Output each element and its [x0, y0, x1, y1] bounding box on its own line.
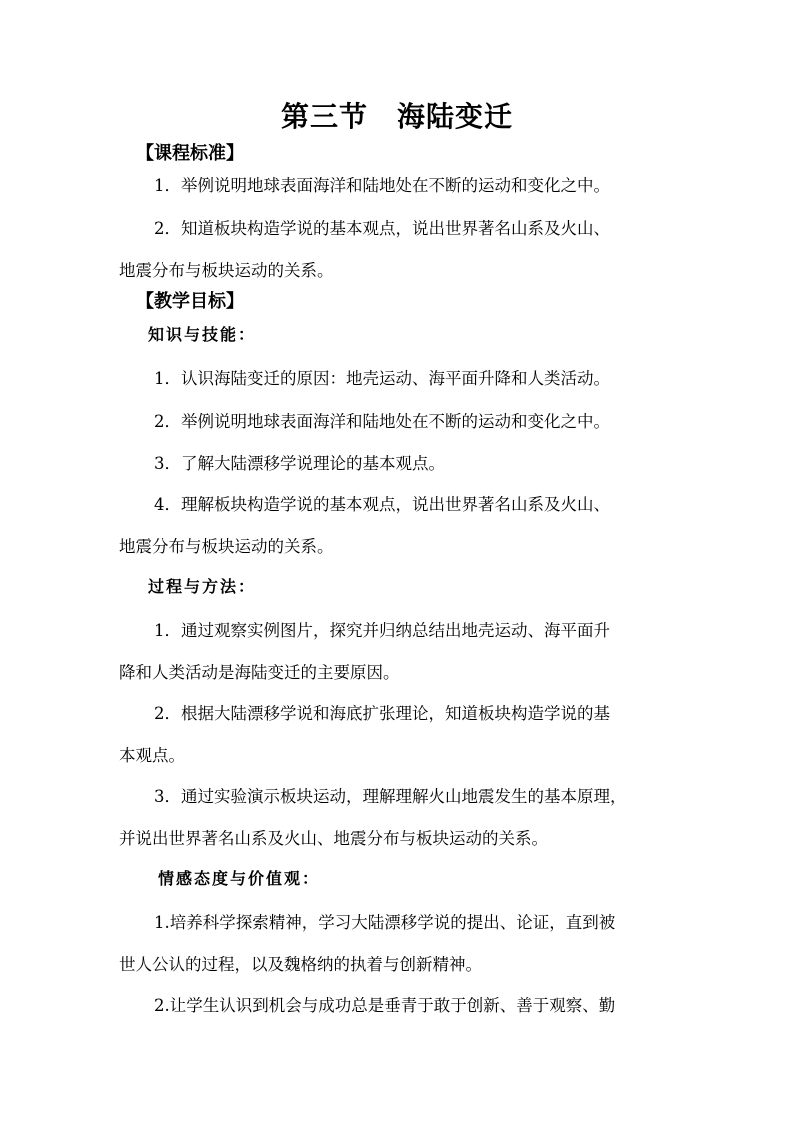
process-line-6: 并说出世界著名山系及火山、地震分布与板块运动的关系。 — [119, 829, 548, 848]
process-line-1: 1．通过观察实例图片，探究并归纳总结出地壳运动、海平面升 — [154, 621, 610, 640]
curriculum-line-1: 1．举例说明地球表面海洋和陆地处在不断的运动和变化之中。 — [154, 176, 610, 195]
curriculum-line-3: 地震分布与板块运动的关系。 — [119, 261, 334, 280]
emotion-line-3: 2.让学生认识到机会与成功总是垂青于敢于创新、善于观察、勤 — [154, 996, 616, 1015]
process-line-5: 3．通过实验演示板块运动，理解理解火山地震发生的基本原理， — [154, 787, 627, 806]
process-line-2: 降和人类活动是海陆变迁的主要原因。 — [119, 663, 400, 682]
curriculum-line-2: 2．知道板块构造学说的基本观点，说出世界著名山系及火山、 — [154, 219, 610, 238]
objectives-heading: 【教学目标】 — [136, 291, 244, 312]
curriculum-heading: 【课程标准】 — [136, 143, 244, 164]
emotion-line-2: 世人公认的过程，以及魏格纳的执着与创新精神。 — [119, 955, 482, 974]
knowledge-line-4: 4．理解板块构造学说的基本观点，说出世界著名山系及火山、 — [154, 495, 610, 514]
process-line-3: 2．根据大陆漂移学说和海底扩张理论，知道板块构造学说的基 — [154, 704, 610, 723]
knowledge-line-3: 3．了解大陆漂移学说理论的基本观点。 — [154, 454, 445, 473]
process-subheading: 过程与方法： — [148, 577, 257, 596]
emotion-subheading: 情感态度与价值观： — [158, 869, 321, 888]
process-line-4: 本观点。 — [119, 746, 185, 765]
knowledge-line-2: 2．举例说明地球表面海洋和陆地处在不断的运动和变化之中。 — [154, 412, 610, 431]
knowledge-subheading: 知识与技能： — [148, 325, 257, 344]
emotion-line-1: 1.培养科学探索精神，学习大陆漂移学说的提出、论证，直到被 — [154, 913, 616, 932]
page-title: 第三节 海陆变迁 — [280, 100, 513, 133]
knowledge-line-1: 1．认识海陆变迁的原因：地壳运动、海平面升降和人类活动。 — [154, 369, 610, 388]
knowledge-line-5: 地震分布与板块运动的关系。 — [119, 537, 334, 556]
